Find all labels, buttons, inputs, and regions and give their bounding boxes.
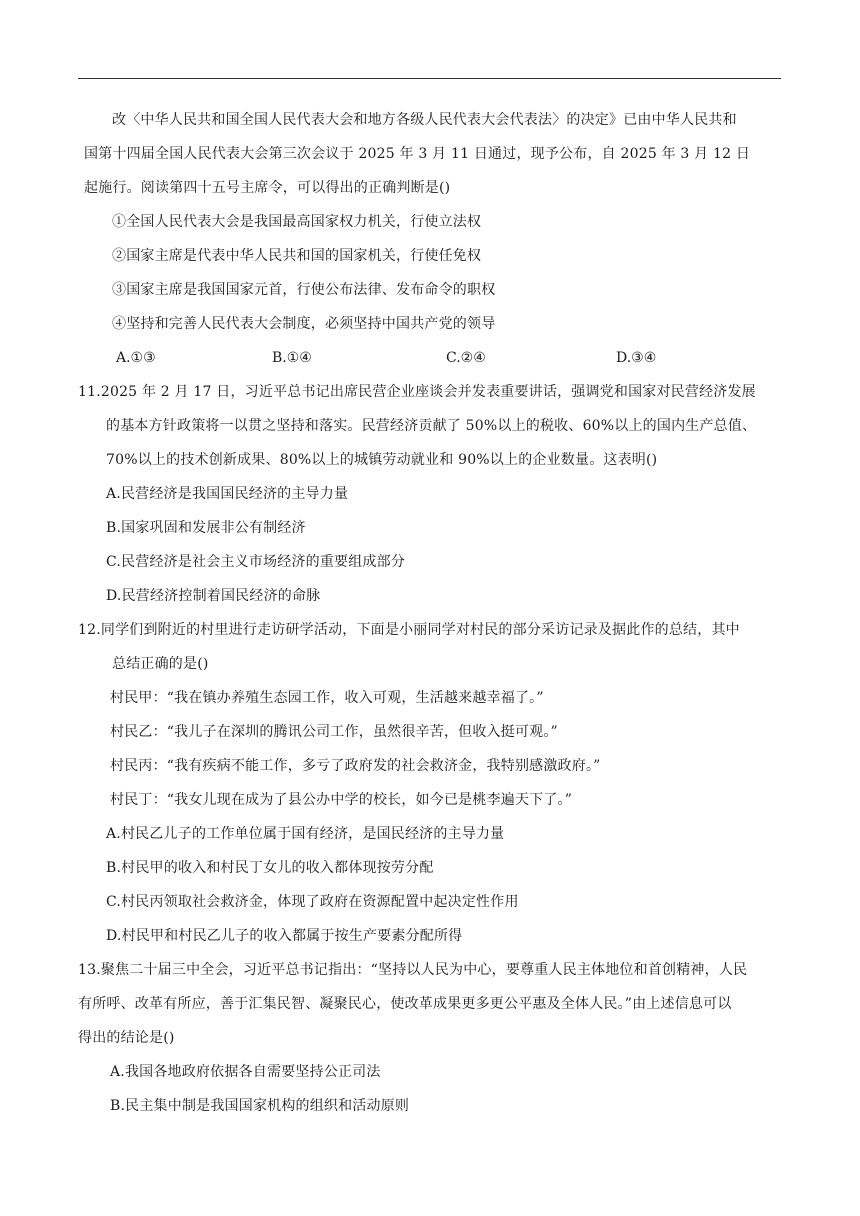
q10-statement: ③国家主席是我国国家元首，行使公布法律、发布命令的职权: [112, 282, 496, 298]
q11-stem-line: 70%以上的技术创新成果、80%以上的城镇劳动就业和 90%以上的企业数量。这表明(): [106, 452, 658, 468]
q12-stem-line: 总结正确的是(): [112, 656, 209, 672]
q10-options: [0, 348, 860, 368]
q10-option-d: D.③④: [616, 350, 657, 366]
q10-option-b: B.①④: [272, 350, 312, 366]
q13-option-a: A.我国各地政府依据各自需要坚持公正司法: [110, 1064, 381, 1080]
q13-stem-line: 得出的结论是(): [78, 1030, 175, 1046]
header-rule: [78, 78, 781, 79]
q12-quote: 村民乙：“我儿子在深圳的腾讯公司工作，虽然很辛苦，但收入挺可观。”: [110, 724, 558, 740]
q12-option-a: A.村民乙儿子的工作单位属于国有经济，是国民经济的主导力量: [106, 826, 505, 842]
q10-option-a: A.①③: [116, 350, 156, 366]
q13-option-b: B.民主集中制是我国国家机构的组织和活动原则: [110, 1098, 410, 1114]
q10-stem-line: 国第十四届全国人民代表大会第三次会议于 2025 年 3 月 11 日通过，现予公布，自 2025 年 3 月 12 日: [84, 146, 751, 162]
q10-statement: ①全国人民代表大会是我国最高国家权力机关，行使立法权: [112, 214, 482, 230]
q10-statement: ④坚持和完善人民代表大会制度，必须坚持中国共产党的领导: [112, 316, 496, 332]
q12-quote: 村民丙：“我有疾病不能工作，多亏了政府发的社会救济金，我特别感激政府。”: [110, 758, 601, 774]
q12-stem-line: 12.同学们到附近的村里进行走访研学活动，下面是小丽同学对村民的部分采访记录及据此作的总结，其中: [78, 622, 740, 638]
q13-stem-line: 有所呼、改革有所应，善于汇集民智、凝聚民心，使改革成果更多更公平惠及全体人民。”由上述信息可以: [78, 996, 732, 1012]
q12-quote: 村民甲：“我在镇办养殖生态园工作，收入可观，生活越来越幸福了。”: [110, 690, 544, 706]
q10-statement: ②国家主席是代表中华人民共和国的国家机关，行使任免权: [112, 248, 482, 264]
q13-stem-line: 13.聚焦二十届三中全会，习近平总书记指出：“坚持以人民为中心，要尊重人民主体地位和首创精神，人民: [78, 962, 748, 978]
q12-quote: 村民丁：“我女儿现在成为了县公办中学的校长，如今已是桃李遍天下了。”: [110, 792, 573, 808]
q12-option-d: D.村民甲和村民乙儿子的收入都属于按生产要素分配所得: [106, 928, 463, 944]
q12-option-b: B.村民甲的收入和村民丁女儿的收入都体现按劳分配: [106, 860, 434, 876]
q11-option-c: C.民营经济是社会主义市场经济的重要组成部分: [106, 554, 406, 570]
q12-option-c: C.村民丙领取社会救济金，体现了政府在资源配置中起决定性作用: [106, 894, 519, 910]
q10-stem-line: 起施行。阅读第四十五号主席令，可以得出的正确判断是(): [84, 180, 451, 196]
q11-stem-line: 的基本方针政策将一以贯之坚持和落实。民营经济贡献了 50%以上的税收、60%以上的国内生产总值、: [106, 418, 757, 434]
q11-option-a: A.民营经济是我国国民经济的主导力量: [106, 486, 349, 502]
q10-option-c: C.②④: [446, 350, 486, 366]
q11-option-d: D.民营经济控制着国民经济的命脉: [106, 588, 321, 604]
q11-option-b: B.国家巩固和发展非公有制经济: [106, 520, 306, 536]
q11-stem-line: 11.2025 年 2 月 17 日，习近平总书记出席民营企业座谈会并发表重要讲话，强调党和国家对民营经济发展: [78, 384, 756, 400]
q10-stem-line: 改〈中华人民共和国全国人民代表大会和地方各级人民代表大会代表法〉的决定》已由中华人民共和: [112, 112, 737, 128]
